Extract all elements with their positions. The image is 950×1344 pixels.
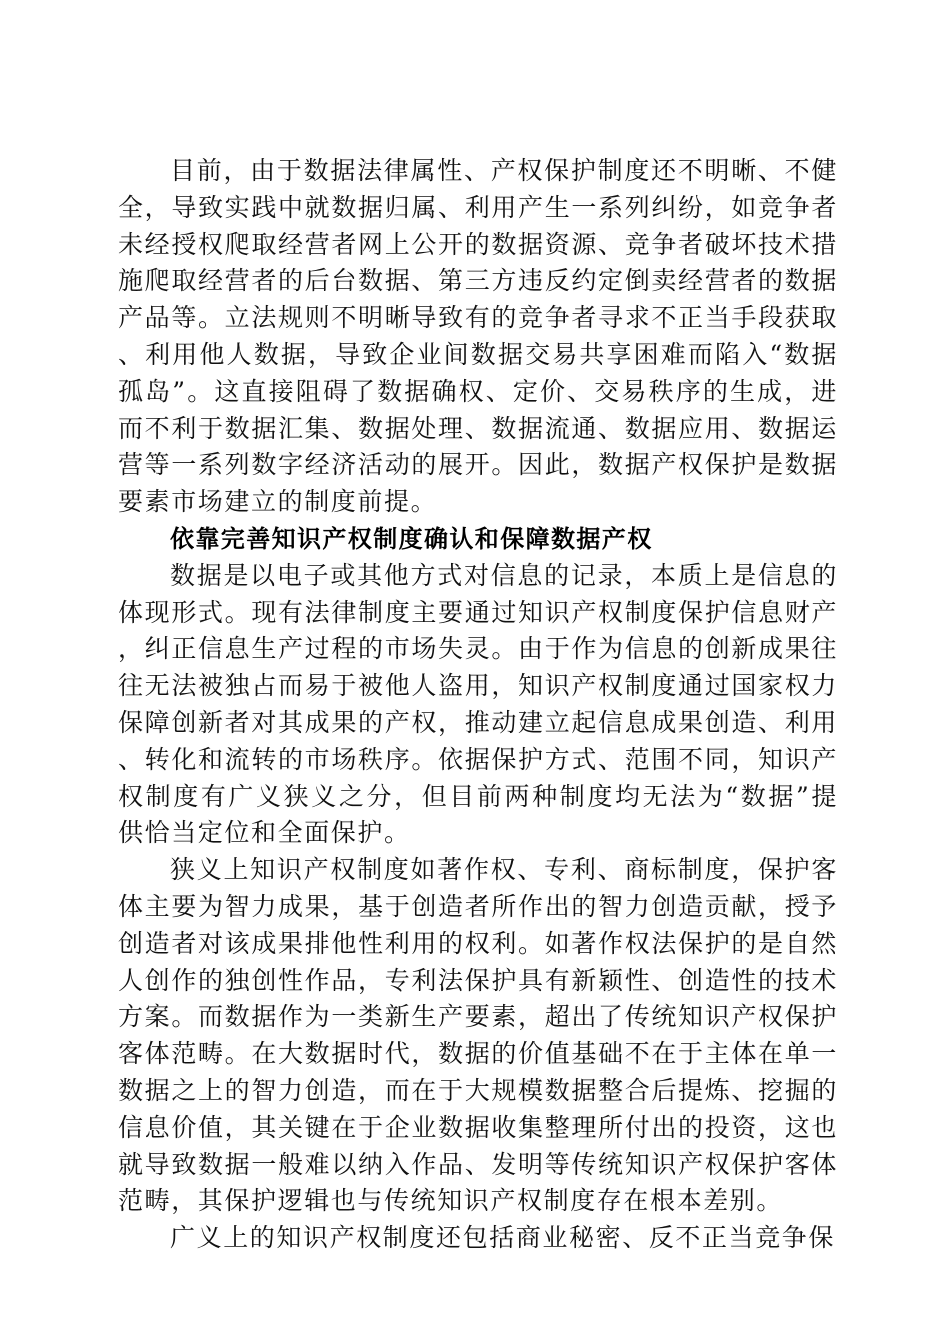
document-body xyxy=(118,153,838,1257)
paragraph-3: 狭义上知识产权制度如著作权、专利、商标制度，保护客体主要为智力成果，基于创造者所作出的智力创造贡献，授予创造者对该成果排他性利用的权利。如著作权法保护的是自然人创作的独创性作品，专利法保护具有新颖性、创造性的技术方案。而数据作为一类新生产要素，超出了传统知识产权保护客体范畴。在大数据时代，数据的价值基础不在于主体在单一数据之上的智力创造，而在于大规模数据整合后提炼、挖掘的信息价值，其关键在于企业数据收集整理所付出的投资，这也就导致数据一般难以纳入作品、发明等传统知识产权保护客体范畴，其保护逻辑也与传统知识产权制度存在根本差别。 xyxy=(118,855,838,1216)
paragraph-1: 目前，由于数据法律属性、产权保护制度还不明晰、不健全，导致实践中就数据归属、利用产生一系列纠纷，如竞争者未经授权爬取经营者网上公开的数据资源、竞争者破坏技术措施爬取经营者的后台数据、第三方违反约定倒卖经营者的数据产品等。立法规则不明晰导致有的竞争者寻求不正当手段获取、利用他人数据，导致企业间数据交易共享困难而陷入“数据孤岛”。这直接阻碍了数据确权、定价、交易秩序的生成，进而不利于数据汇集、数据处理、数据流通、数据应用、数据运营等一系列数字经济活动的展开。因此，数据产权保护是数据要素市场建立的制度前提。 xyxy=(118,156,838,517)
section-heading: 依靠完善知识产权制度确认和保障数据产权 xyxy=(170,524,653,553)
paragraph-4: 广义上的知识产权制度还包括商业秘密、反不正当竞争保 xyxy=(170,1223,836,1253)
paragraph-2: 数据是以电子或其他方式对信息的记录，本质上是信息的体现形式。现有法律制度主要通过知识产权制度保护信息财产，纠正信息生产过程的市场失灵。由于作为信息的创新成果往往无法被独占而易于被他人盗用，知识产权制度通过国家权力保障创新者对其成果的产权，推动建立起信息成果创造、利用、转化和流转的市场秩序。依据保护方式、范围不同，知识产权制度有广义狭义之分，但目前两种制度均无法为“数据”提供恰当定位和全面保护。 xyxy=(118,560,838,848)
